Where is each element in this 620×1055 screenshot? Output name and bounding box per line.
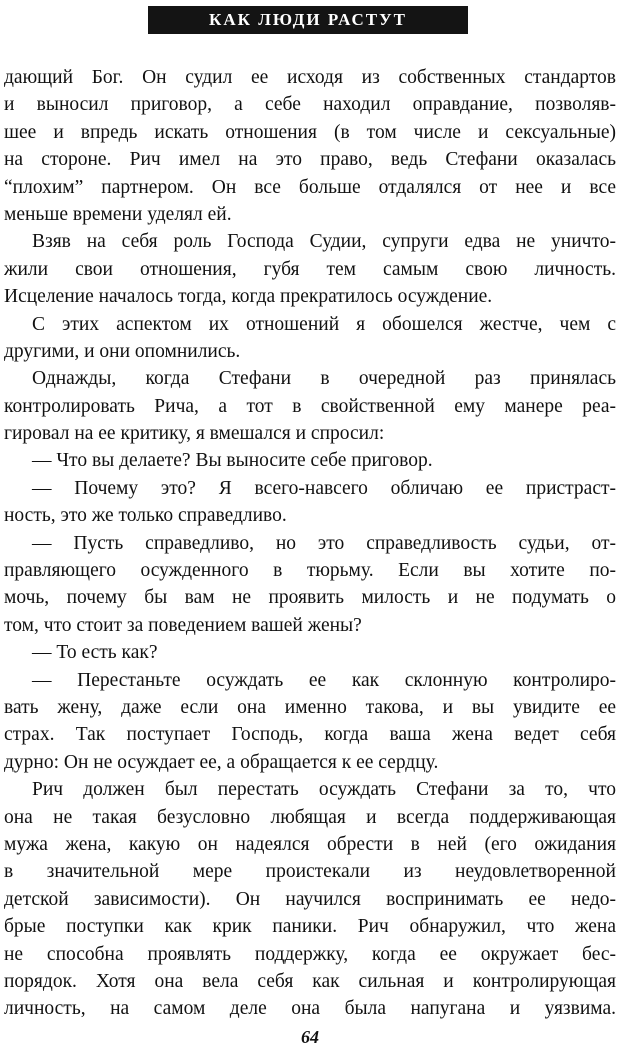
text-line: Взяв на себя роль Господа Судии, супруги едва не уничто- bbox=[32, 231, 616, 253]
text-line: — Почему это? Я всего-навсего обличаю ее пристраст- bbox=[32, 477, 616, 499]
text-line: жили свои отношения, губя тем самым свою личность. bbox=[4, 258, 616, 280]
text-line: вать жену, даже если она именно такова, и вы увидите ее bbox=[4, 696, 616, 718]
text-line: и выносил приговор, а себе находил оправдание, позволяв- bbox=[4, 94, 616, 116]
text-line: мужа жена, какую он надеялся обрести в ней (его ожидания bbox=[4, 833, 616, 855]
text-line: мочь, почему бы вам не проявить милость и не подумать о bbox=[4, 587, 616, 609]
text-line: — Перестаньте осуждать ее как склонную контролиро- bbox=[32, 669, 616, 691]
text-line: порядок. Хотя она вела себя как сильная и контролирующая bbox=[4, 970, 616, 992]
text-line: — Что вы делаете? Вы выносите себе приговор. bbox=[32, 450, 433, 472]
text-line: на стороне. Рич имел на это право, ведь Стефани оказалась bbox=[4, 149, 616, 171]
running-header-title: КАК ЛЮДИ РАСТУТ bbox=[209, 10, 407, 29]
text-line: том, что стоит за поведением вашей жены? bbox=[4, 614, 362, 636]
text-line: “плохим” партнером. Он все больше отдалялся от нее и все bbox=[4, 176, 616, 198]
text-line: другими, и они опомнились. bbox=[4, 340, 241, 362]
page-number: 64 bbox=[301, 1027, 319, 1047]
text-line: контролировать Рича, а тот в свойственной ему манере реа- bbox=[4, 395, 616, 417]
text-line: гировал на ее критику, я вмешался и спросил: bbox=[4, 423, 385, 445]
text-line: дурно: Он не осуждает ее, а обращается к ее сердцу. bbox=[4, 751, 439, 773]
text-line: в значительной мере проистекали из неудовлетворенной bbox=[4, 861, 616, 883]
text-line: она не такая безусловно любящая и всегда поддерживающая bbox=[4, 806, 616, 828]
text-line: шее и впредь искать отношения (в том числе и сексуальные) bbox=[4, 121, 616, 143]
text-line: ность, это же только справедливо. bbox=[4, 505, 287, 527]
running-header bbox=[148, 6, 468, 34]
text-line: меньше времени уделял ей. bbox=[4, 203, 232, 225]
text-line: не способна проявлять поддержку, когда ее окружает бес- bbox=[4, 943, 616, 965]
text-line: — Пусть справедливо, но это справедливость судьи, от- bbox=[32, 532, 616, 554]
text-line: дающий Бог. Он судил ее исходя из собственных стандартов bbox=[4, 67, 616, 88]
text-line: С этих аспектом их отношений я обошелся жестче, чем с bbox=[32, 313, 616, 335]
text-line: — То есть как? bbox=[32, 642, 158, 664]
text-line: Однажды, когда Стефани в очередной раз принялась bbox=[32, 368, 616, 390]
text-line: страх. Так поступает Господь, когда ваша жена ведет себя bbox=[4, 724, 616, 746]
text-line: Исцеление началось тогда, когда прекратилось осуждение. bbox=[4, 286, 493, 308]
text-line: личность, на самом деле она была напугана и уязвима. bbox=[4, 998, 616, 1020]
text-line: детской зависимости). Он научился воспринимать ее недо- bbox=[4, 888, 616, 910]
text-line: Рич должен был перестать осуждать Стефани за то, что bbox=[32, 779, 616, 801]
text-line: брые поступки как крик паники. Рич обнаружил, что жена bbox=[4, 916, 616, 938]
body-text bbox=[4, 64, 616, 1023]
text-line: правляющего осужденного в тюрьму. Если вы хотите по- bbox=[4, 560, 616, 582]
